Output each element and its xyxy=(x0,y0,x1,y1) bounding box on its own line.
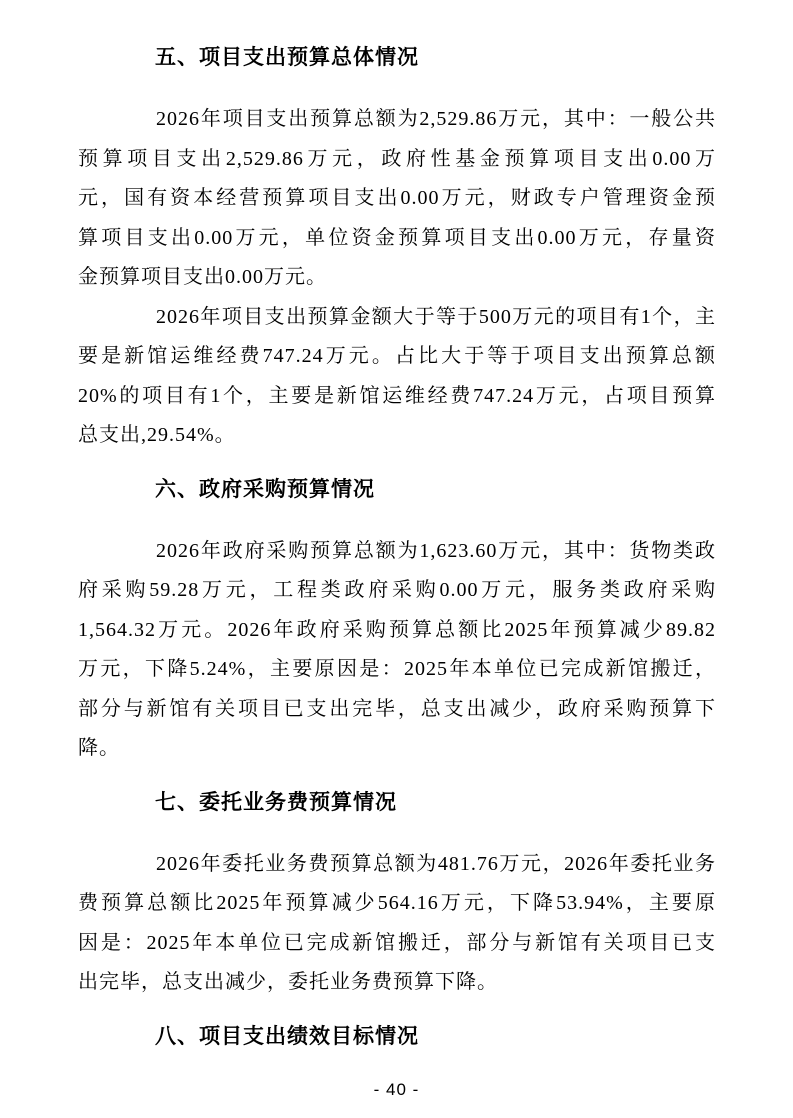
paragraph xyxy=(78,532,716,769)
paragraph-line: 2026年政府采购预算总额为1,623.60万元，其中：货物类政 xyxy=(156,539,716,562)
document-body xyxy=(78,45,716,1050)
section-heading: 五、项目支出预算总体情况 xyxy=(155,46,419,69)
paragraph-line: 费预算总额比2025年预算减少564.16万元，下降53.94%，主要原 xyxy=(78,892,716,914)
paragraph-line: 20%的项目有1个，主要是新馆运维经费747.24万元，占项目预算 xyxy=(78,384,716,407)
page-number: - 40 - xyxy=(373,1080,420,1099)
section-2 xyxy=(78,477,716,769)
section-1 xyxy=(78,45,716,456)
paragraph-line: 总支出,29.54%。 xyxy=(78,424,236,446)
paragraph-line: 2026年委托业务费预算总额为481.76万元，2026年委托业务 xyxy=(156,852,716,875)
paragraph xyxy=(78,100,716,298)
paragraph-line: 要是新馆运维经费747.24万元。占比大于等于项目支出预算总额 xyxy=(78,345,716,367)
paragraph-line: 部分与新馆有关项目已支出完毕，总支出减少，政府采购预算下 xyxy=(78,697,716,720)
section-heading: 六、政府采购预算情况 xyxy=(155,477,375,501)
section-heading: 七、委托业务费预算情况 xyxy=(155,790,397,814)
paragraph-line: 预算项目支出2,529.86万元，政府性基金预算项目支出0.00万 xyxy=(78,147,716,170)
paragraph-line: 金预算项目支出0.00万元。 xyxy=(78,266,327,288)
paragraph-line: 万元，下降5.24%，主要原因是：2025年本单位已完成新馆搬迁， xyxy=(78,658,716,680)
section-heading: 八、项目支出绩效目标情况 xyxy=(155,1024,419,1048)
paragraph-line: 因是：2025年本单位已完成新馆搬迁，部分与新馆有关项目已支 xyxy=(78,931,716,954)
paragraph-line: 2026年项目支出预算金额大于等于500万元的项目有1个，主 xyxy=(156,305,716,328)
paragraph xyxy=(78,845,716,1003)
paragraph-line: 2026年项目支出预算总额为2,529.86万元，其中：一般公共 xyxy=(156,108,716,130)
paragraph-line: 1,564.32万元。2026年政府采购预算总额比2025年预算减少89.82 xyxy=(78,618,716,641)
section-4 xyxy=(78,1024,716,1050)
paragraph-line: 算项目支出0.00万元，单位资金预算项目支出0.00万元，存量资 xyxy=(78,226,716,249)
paragraph-line: 出完毕，总支出减少，委托业务费预算下降。 xyxy=(78,971,498,993)
paragraph-line: 府采购59.28万元，工程类政府采购0.00万元，服务类政府采购 xyxy=(78,579,716,601)
paragraph-line: 元，国有资本经营预算项目支出0.00万元，财政专户管理资金预 xyxy=(78,187,716,209)
paragraph-line: 降。 xyxy=(78,737,120,759)
paragraph xyxy=(78,298,716,456)
section-3 xyxy=(78,790,716,1003)
